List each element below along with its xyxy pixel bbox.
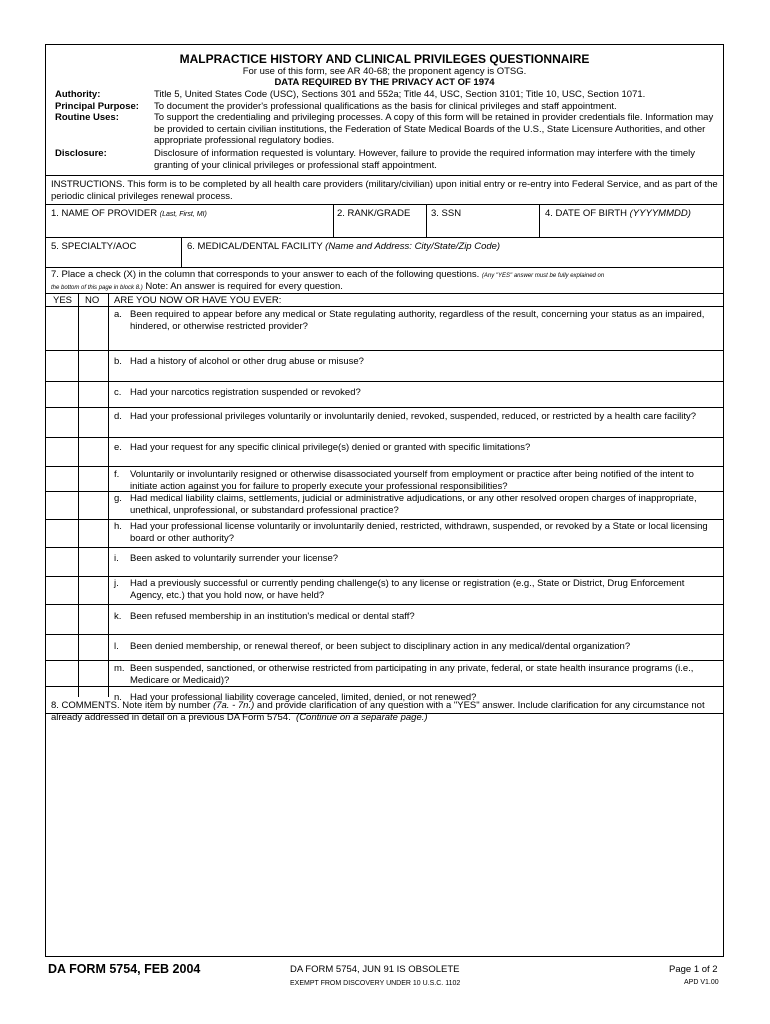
question-text: Been suspended, sanctioned, or otherwise restricted from participating in any private, federal, or state health insurance programs (i.e., Medicare or Medicaid)?	[130, 663, 694, 686]
question-row-h	[46, 519, 723, 547]
question-row-g	[46, 491, 723, 519]
name-hint: (Last, First, MI)	[159, 211, 207, 218]
privacy-heading: DATA REQUIRED BY THE PRIVACY ACT OF 1974	[274, 77, 495, 88]
yes-checkbox-h[interactable]	[47, 520, 77, 546]
question-letter: e.	[114, 442, 122, 453]
ssn-label: 3. SSN	[431, 208, 462, 219]
yes-checkbox-i[interactable]	[47, 548, 77, 575]
no-checkbox-m[interactable]	[79, 661, 107, 685]
facility-label-text: 6. MEDICAL/DENTAL FACILITY	[187, 241, 323, 252]
no-checkbox-f[interactable]	[79, 467, 107, 490]
question-letter: k.	[114, 611, 122, 622]
dob-label-text: 4. DATE OF BIRTH	[545, 208, 627, 219]
question-text: Had your narcotics registration suspended or revoked?	[130, 387, 361, 398]
divider	[333, 204, 334, 237]
no-checkbox-c[interactable]	[79, 382, 107, 406]
form-id: DA FORM 5754, FEB 2004	[48, 962, 201, 976]
comments-text-b: (7a. - 7n.)	[213, 700, 255, 711]
question-text: Had your professional liability coverage canceled, limited, denied, or not renewed?	[130, 692, 477, 703]
section7-intro-small: (Any "YES" answer must be fully explained on	[481, 273, 605, 279]
disclosure-text: Disclosure of information requested is voluntary. However, failure to provide the required information may interfere with the timely granting of your clinical privileges or professional staff appointment.	[154, 148, 696, 171]
dob-hint: (YYYYMMDD)	[629, 208, 691, 219]
yes-checkbox-l[interactable]	[47, 635, 77, 659]
apd-version: APD V1.00	[684, 979, 719, 986]
no-checkbox-a[interactable]	[79, 307, 107, 349]
no-checkbox-d[interactable]	[79, 408, 107, 436]
question-letter: f.	[114, 469, 120, 480]
question-letter: j.	[114, 578, 119, 589]
col-no-header: NO	[85, 295, 100, 306]
form-title: MALPRACTICE HISTORY AND CLINICAL PRIVILEGES QUESTIONNAIRE	[179, 52, 590, 66]
no-checkbox-j[interactable]	[79, 577, 107, 603]
no-checkbox-l[interactable]	[79, 635, 107, 659]
purpose-text: To document the provider's professional qualifications as the basis for clinical privileges and staff appointment.	[154, 101, 617, 112]
question-letter: c.	[114, 387, 122, 398]
comments-instructions	[51, 700, 721, 723]
yes-checkbox-b[interactable]	[47, 351, 77, 380]
divider	[539, 204, 540, 237]
facility-field[interactable]	[183, 252, 721, 266]
no-checkbox-i[interactable]	[79, 548, 107, 575]
authority-text: Title 5, United States Code (USC), Sections 301 and 552a; Title 44, USC, Section 3101; Title 10, USC, Section 1071.	[154, 89, 646, 100]
question-row-j	[46, 576, 723, 604]
divider	[46, 267, 723, 268]
question-text: Had a previously successful or currently pending challenge(s) to any license or registration (e.g., State or District, Drug Enforcement Agency, etc.) that you hold now, or have held?	[130, 578, 685, 601]
facility-label	[187, 241, 500, 252]
question-letter: g.	[114, 493, 122, 504]
question-text: Had your request for any specific clinical privilege(s) denied or granted with specific limitations?	[130, 442, 531, 453]
rank-grade-field[interactable]	[335, 220, 424, 236]
name-of-provider-label	[51, 208, 207, 219]
yes-checkbox-a[interactable]	[47, 307, 77, 349]
yes-checkbox-e[interactable]	[47, 438, 77, 465]
no-checkbox-e[interactable]	[79, 438, 107, 465]
no-checkbox-b[interactable]	[79, 351, 107, 380]
question-text: Had medical liability claims, settlements, judicial or administrative adjudications, or any other resolved oropen charges of inappropriate, unethical, unprofessional, or substandard professional practice?	[130, 493, 697, 516]
yes-checkbox-d[interactable]	[47, 408, 77, 436]
question-text: Been denied membership, or renewal thereof, or been subject to disciplinary action in any medical/dental organization?	[130, 641, 631, 652]
rank-grade-label: 2. RANK/GRADE	[337, 208, 411, 219]
no-checkbox-k[interactable]	[79, 605, 107, 633]
page-number: Page 1 of 2	[669, 964, 718, 975]
no-checkbox-h[interactable]	[79, 520, 107, 546]
comments-text-d: circumstance not already addressed in detail on a previous DA Form 5754.	[51, 700, 705, 723]
divider	[46, 237, 723, 238]
authority-label: Authority:	[55, 89, 101, 100]
question-row-l	[46, 634, 723, 660]
col-question-header: ARE YOU NOW OR HAVE YOU EVER:	[114, 295, 282, 306]
specialty-aoc-label: 5. SPECIALTY/AOC	[51, 241, 137, 252]
question-letter: n.	[114, 692, 122, 703]
question-row-b	[46, 350, 723, 381]
question-letter: h.	[114, 521, 122, 532]
privacy-header	[46, 45, 723, 176]
divider	[46, 293, 723, 294]
question-text: Been asked to voluntarily surrender your license?	[130, 553, 339, 564]
obsolete-notice: DA FORM 5754, JUN 91 IS OBSOLETE	[290, 964, 460, 975]
question-text: Been required to appear before any medical or State regulating authority, regardless of the result, concerning your status as an impaired, hindered, or otherwise restricted provider?	[130, 309, 705, 332]
yes-checkbox-c[interactable]	[47, 382, 77, 406]
comments-field[interactable]	[49, 728, 722, 956]
question-letter: l.	[114, 641, 119, 652]
comments-text-c: and provide clarification of any question with a "YES" answer. Include clarification for any	[256, 700, 631, 711]
question-text: Had your professional privileges voluntarily or involuntarily denied, revoked, suspended, reduced, or restricted by a health care facility?	[130, 411, 697, 422]
ssn-field[interactable]	[428, 220, 537, 236]
question-row-a	[46, 306, 723, 350]
question-letter: b.	[114, 356, 122, 367]
question-text: Been refused membership in an institution's medical or dental staff?	[130, 611, 415, 622]
yes-checkbox-j[interactable]	[47, 577, 77, 603]
disclosure-label: Disclosure:	[55, 148, 107, 159]
date-of-birth-label	[545, 208, 691, 219]
divider	[78, 293, 79, 697]
no-checkbox-g[interactable]	[79, 492, 107, 518]
question-letter: a.	[114, 309, 122, 320]
yes-checkbox-g[interactable]	[47, 492, 77, 518]
form-subtitle: For use of this form, see AR 40-68; the proponent agency is OTSG.	[242, 66, 527, 77]
yes-checkbox-f[interactable]	[47, 467, 77, 490]
routine-label: Routine Uses:	[55, 112, 119, 123]
question-row-f	[46, 466, 723, 491]
name-label-text: 1. NAME OF PROVIDER	[51, 208, 158, 219]
instructions-text: INSTRUCTIONS. This form is to be completed by all health care providers (military/civilian) upon initial entry or re-entry into Federal Service, and as part of the periodic clinical privileges renewal process.	[51, 179, 718, 202]
date-of-birth-field[interactable]	[541, 220, 721, 236]
question-row-c	[46, 381, 723, 407]
comments-text-a: 8. COMMENTS. Note item by number	[51, 700, 211, 711]
divider	[108, 293, 109, 697]
question-text: Had a history of alcohol or other drug abuse or misuse?	[130, 356, 364, 367]
form-page	[45, 44, 724, 957]
question-letter: m.	[114, 663, 125, 674]
question-letter: i.	[114, 553, 119, 564]
question-text: Had your professional license voluntarily or involuntarily denied, restricted, withdrawn, suspended, or revoked by a State or local licensing board or other authority?	[130, 521, 708, 544]
col-yes-header: YES	[53, 295, 73, 306]
question-row-e	[46, 437, 723, 466]
question-text: Voluntarily or involuntarily resigned or otherwise disassociated yourself from employment or practice after being notified of the intent to initiate action against you for failure to properly execute your professional responsibilities?	[130, 469, 694, 492]
question-row-k	[46, 604, 723, 634]
yes-checkbox-m[interactable]	[47, 661, 77, 685]
question-row-m	[46, 660, 723, 686]
section7-note: Note: An answer is required for every question.	[145, 281, 343, 292]
yes-checkbox-k[interactable]	[47, 605, 77, 633]
question-letter: d.	[114, 411, 122, 422]
divider	[426, 204, 427, 237]
divider	[46, 204, 723, 205]
question-row-d	[46, 407, 723, 437]
question-row-i	[46, 547, 723, 576]
specialty-aoc-field[interactable]	[48, 252, 179, 266]
section7-intro-text: 7. Place a check (X) in the column that corresponds to your answer to each of the following questions.	[51, 269, 480, 280]
section7-intro-small2: the bottom of this page in block 8.)	[51, 285, 143, 291]
facility-hint: (Name and Address: City/State/Zip Code)	[325, 241, 501, 252]
purpose-label: Principal Purpose:	[55, 101, 139, 112]
routine-text: To support the credentialing and privileging processes. A copy of this form will be retained in provider credentials file. Information may be provided to certain civilian institutions, the Federation of State Medical Boards of the U.S., State Licensure Authorities, and other appropriate professional regulatory bodies.	[154, 112, 714, 146]
name-of-provider-field[interactable]	[48, 220, 331, 236]
comments-text-e: (Continue on a separate page.)	[296, 711, 428, 723]
divider	[181, 237, 182, 267]
exempt-notice: EXEMPT FROM DISCOVERY UNDER 10 U.S.C. 1102	[290, 980, 461, 987]
